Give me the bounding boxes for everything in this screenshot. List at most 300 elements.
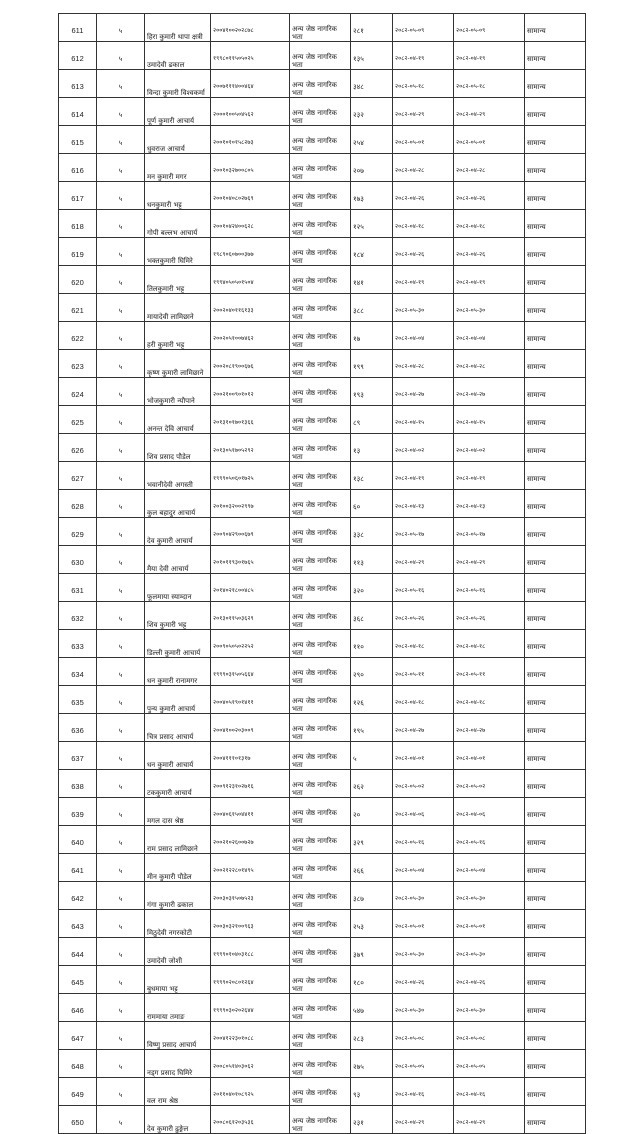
end-date-cell: २०८२-०४-१६ — [454, 1078, 525, 1106]
allowance-type-cell: अन्य जेष्ठ नागरिक भता — [290, 1106, 351, 1134]
ward-cell: ५ — [97, 854, 145, 882]
start-date-cell: २०८२-०४-१६ — [393, 1078, 454, 1106]
ward-cell: ५ — [97, 1022, 145, 1050]
start-date-cell: २०८२-०५-३० — [393, 994, 454, 1022]
amount-cell: १४१ — [351, 266, 393, 294]
allowance-type-cell: अन्य जेष्ठ नागरिक भता — [290, 658, 351, 686]
id-number-cell: २००४०६१५०४४११ — [211, 798, 290, 826]
table-row — [59, 70, 586, 98]
end-date-cell: २०८२-०५-१८ — [454, 70, 525, 98]
start-date-cell: २०८२-०५-०१ — [393, 910, 454, 938]
start-date-cell: २०८२-०४-१८ — [393, 210, 454, 238]
category-cell: सामान्य — [525, 994, 586, 1022]
category-cell: सामान्य — [525, 1078, 586, 1106]
amount-cell: २८१ — [351, 14, 393, 42]
name-cell: गंगा कुमारी ढकाल — [145, 882, 211, 910]
table-row — [59, 14, 586, 42]
table-row — [59, 1078, 586, 1106]
end-date-cell: २०८२-०५-१७ — [454, 518, 525, 546]
ward-cell: ५ — [97, 98, 145, 126]
id-number-cell: २००४०५१९०१४११ — [211, 686, 290, 714]
category-cell: सामान्य — [525, 98, 586, 126]
serial-number-cell: 627 — [59, 462, 97, 490]
table-row — [59, 518, 586, 546]
name-cell: भोजकुमारी न्यौपाने — [145, 378, 211, 406]
ward-cell: ५ — [97, 518, 145, 546]
start-date-cell: २०८२-०५-२६ — [393, 602, 454, 630]
allowance-type-cell: अन्य जेष्ठ नागरिक भता — [290, 854, 351, 882]
allowance-type-cell: अन्य जेष्ठ नागरिक भता — [290, 770, 351, 798]
allowance-type-cell: अन्य जेष्ठ नागरिक भता — [290, 434, 351, 462]
category-cell: सामान्य — [525, 630, 586, 658]
table-row — [59, 574, 586, 602]
start-date-cell: २०८२-०५-०१ — [393, 126, 454, 154]
start-date-cell: २०८२-०४-१३ — [393, 490, 454, 518]
name-cell: पुन्य कुमारी आचार्य — [145, 686, 211, 714]
id-number-cell: २००२०४०११६१३३ — [211, 294, 290, 322]
start-date-cell: २०८२-०५-३० — [393, 882, 454, 910]
ward-cell: ५ — [97, 1106, 145, 1134]
ward-cell: ५ — [97, 238, 145, 266]
serial-number-cell: 650 — [59, 1106, 97, 1134]
name-cell: देव कुमारी आचार्य — [145, 518, 211, 546]
ward-cell: ५ — [97, 1078, 145, 1106]
id-number-cell: १९९९०३१५०५६६४ — [211, 658, 290, 686]
amount-cell: ३२९ — [351, 826, 393, 854]
name-cell: धनकुमारी भट्ट — [145, 182, 211, 210]
table-row — [59, 826, 586, 854]
allowance-type-cell: अन्य जेष्ठ नागरिक भता — [290, 546, 351, 574]
ward-cell: ५ — [97, 490, 145, 518]
allowance-type-cell: अन्य जेष्ठ नागरिक भता — [290, 1022, 351, 1050]
amount-cell: ३२० — [351, 574, 393, 602]
start-date-cell: २०८२-०४-२९ — [393, 546, 454, 574]
table-row — [59, 462, 586, 490]
serial-number-cell: 628 — [59, 490, 97, 518]
table-row — [59, 770, 586, 798]
ward-cell: ५ — [97, 210, 145, 238]
name-cell: कुल बहादुर आचार्य — [145, 490, 211, 518]
end-date-cell: २०८२-०५-१६ — [454, 574, 525, 602]
start-date-cell: २०८२-०४-२८ — [393, 154, 454, 182]
allowance-type-cell: अन्य जेष्ठ नागरिक भता — [290, 686, 351, 714]
name-cell: भवानीदेवी अगस्ती — [145, 462, 211, 490]
start-date-cell: २०८२-०४-१८ — [393, 686, 454, 714]
category-cell: सामान्य — [525, 882, 586, 910]
category-cell: सामान्य — [525, 518, 586, 546]
end-date-cell: २०८२-०५-३० — [454, 882, 525, 910]
amount-cell: १९५ — [351, 714, 393, 742]
table-row — [59, 294, 586, 322]
id-number-cell: २००२१२२८०१४९५ — [211, 854, 290, 882]
serial-number-cell: 630 — [59, 546, 97, 574]
serial-number-cell: 624 — [59, 378, 97, 406]
allowance-type-cell: अन्य जेष्ठ नागरिक भता — [290, 966, 351, 994]
id-number-cell: १९९४०५०५०१५०४ — [211, 266, 290, 294]
table-row — [59, 210, 586, 238]
serial-number-cell: 615 — [59, 126, 97, 154]
end-date-cell: २०८२-०५-२६ — [454, 602, 525, 630]
allowance-type-cell: अन्य जेष्ठ नागरिक भता — [290, 350, 351, 378]
allowance-type-cell: अन्य जेष्ठ नागरिक भता — [290, 210, 351, 238]
serial-number-cell: 629 — [59, 518, 97, 546]
category-cell: सामान्य — [525, 798, 586, 826]
category-cell: सामान्य — [525, 686, 586, 714]
serial-number-cell: 616 — [59, 154, 97, 182]
amount-cell: १९९ — [351, 350, 393, 378]
table-row — [59, 602, 586, 630]
amount-cell: २३१ — [351, 1106, 393, 1134]
serial-number-cell: 634 — [59, 658, 97, 686]
id-number-cell: १९९९०२०८०१२६४ — [211, 966, 290, 994]
amount-cell: १८० — [351, 966, 393, 994]
end-date-cell: २०८२-०४-१९ — [454, 266, 525, 294]
serial-number-cell: 638 — [59, 770, 97, 798]
amount-cell: २८३ — [351, 1022, 393, 1050]
beneficiary-table — [58, 13, 586, 1134]
category-cell: सामान्य — [525, 210, 586, 238]
serial-number-cell: 642 — [59, 882, 97, 910]
start-date-cell: २०८२-०५-१७ — [393, 518, 454, 546]
end-date-cell: २०८२-०४-२७ — [454, 378, 525, 406]
serial-number-cell: 648 — [59, 1050, 97, 1078]
name-cell: फूलमाया स्याम्दान — [145, 574, 211, 602]
amount-cell: २७५ — [351, 1050, 393, 1078]
category-cell: सामान्य — [525, 1106, 586, 1134]
ward-cell: ५ — [97, 770, 145, 798]
name-cell: मिठुदेवी नगरकोटी — [145, 910, 211, 938]
end-date-cell: २०८२-०४-०२ — [454, 434, 525, 462]
id-number-cell: २००१०३२७००८०५ — [211, 154, 290, 182]
serial-number-cell: 625 — [59, 406, 97, 434]
allowance-type-cell: अन्य जेष्ठ नागरिक भता — [290, 266, 351, 294]
category-cell: सामान्य — [525, 182, 586, 210]
start-date-cell: २०८२-०५-०८ — [393, 1022, 454, 1050]
name-cell: डिल्ली कुमारी आचार्य — [145, 630, 211, 658]
allowance-type-cell: अन्य जेष्ठ नागरिक भता — [290, 182, 351, 210]
category-cell: सामान्य — [525, 770, 586, 798]
end-date-cell: २०८२-०५-०५ — [454, 1050, 525, 1078]
category-cell: सामान्य — [525, 490, 586, 518]
category-cell: सामान्य — [525, 70, 586, 98]
serial-number-cell: 617 — [59, 182, 97, 210]
id-number-cell: २००८०५१४०३०६२ — [211, 1050, 290, 1078]
serial-number-cell: 626 — [59, 434, 97, 462]
name-cell: वल राम श्रेष्ठ — [145, 1078, 211, 1106]
table-row — [59, 938, 586, 966]
start-date-cell: २०८२-०४-०६ — [393, 798, 454, 826]
allowance-type-cell: अन्य जेष्ठ नागरिक भता — [290, 1078, 351, 1106]
amount-cell: २६२ — [351, 770, 393, 798]
id-number-cell: २००४१११०१३१७ — [211, 742, 290, 770]
ward-cell: ५ — [97, 602, 145, 630]
table-row — [59, 238, 586, 266]
ward-cell: ५ — [97, 742, 145, 770]
amount-cell: १८४ — [351, 238, 393, 266]
serial-number-cell: 643 — [59, 910, 97, 938]
start-date-cell: २०८२-०५-०९ — [393, 14, 454, 42]
start-date-cell: २०८२-०४-२९ — [393, 98, 454, 126]
allowance-type-cell: अन्य जेष्ठ नागरिक भता — [290, 14, 351, 42]
allowance-type-cell: अन्य जेष्ठ नागरिक भता — [290, 574, 351, 602]
name-cell: मगल दास श्रेष्ठ — [145, 798, 211, 826]
amount-cell: २५३ — [351, 910, 393, 938]
ward-cell: ५ — [97, 574, 145, 602]
id-number-cell: २००३०३१५०७५२३ — [211, 882, 290, 910]
id-number-cell: २००९०५०५०२२५२ — [211, 630, 290, 658]
end-date-cell: २०८२-०५-१६ — [454, 826, 525, 854]
id-number-cell: २००४१००२०३००९ — [211, 714, 290, 742]
category-cell: सामान्य — [525, 14, 586, 42]
ward-cell: ५ — [97, 910, 145, 938]
end-date-cell: २०८२-०५-०८ — [454, 1022, 525, 1050]
table-row — [59, 434, 586, 462]
amount-cell: ५४७ — [351, 994, 393, 1022]
table-row — [59, 1022, 586, 1050]
ward-cell: ५ — [97, 826, 145, 854]
end-date-cell: २०८२-०४-२९ — [454, 1106, 525, 1134]
end-date-cell: २०८२-०५-०२ — [454, 770, 525, 798]
id-number-cell: २००२०८१९००६७६ — [211, 350, 290, 378]
serial-number-cell: 639 — [59, 798, 97, 826]
name-cell: गोपी बल्लभ आचार्य — [145, 210, 211, 238]
name-cell: धुवराज आचार्य — [145, 126, 211, 154]
allowance-type-cell: अन्य जेष्ठ नागरिक भता — [290, 42, 351, 70]
serial-number-cell: 619 — [59, 238, 97, 266]
category-cell: सामान्य — [525, 406, 586, 434]
ward-cell: ५ — [97, 798, 145, 826]
end-date-cell: २०८२-०५-०४ — [454, 854, 525, 882]
allowance-type-cell: अन्य जेष्ठ नागरिक भता — [290, 378, 351, 406]
id-number-cell: २०१००३२००२९९७ — [211, 490, 290, 518]
start-date-cell: २०८२-०४-२६ — [393, 238, 454, 266]
name-cell: नड्ग प्रसाद घिमिरे — [145, 1050, 211, 1078]
serial-number-cell: 640 — [59, 826, 97, 854]
id-number-cell: २००३०३२१००९६३ — [211, 910, 290, 938]
name-cell: चित्र प्रसाद आचार्य — [145, 714, 211, 742]
end-date-cell: २०८२-०४-१८ — [454, 630, 525, 658]
end-date-cell: २०८२-०४-२८ — [454, 350, 525, 378]
allowance-type-cell: अन्य जेष्ठ नागरिक भता — [290, 98, 351, 126]
end-date-cell: २०८२-०४-०६ — [454, 798, 525, 826]
amount-cell: २३२ — [351, 98, 393, 126]
serial-number-cell: 635 — [59, 686, 97, 714]
table-row — [59, 966, 586, 994]
amount-cell: ९३ — [351, 1078, 393, 1106]
end-date-cell: २०८२-०४-२८ — [454, 154, 525, 182]
ward-cell: ५ — [97, 882, 145, 910]
end-date-cell: २०८२-०४-२९ — [454, 98, 525, 126]
amount-cell: १२६ — [351, 686, 393, 714]
id-number-cell: २०००१००५०४५६२ — [211, 98, 290, 126]
ward-cell: ५ — [97, 182, 145, 210]
start-date-cell: २०८२-०४-२८ — [393, 350, 454, 378]
allowance-type-cell: अन्य जेष्ठ नागरिक भता — [290, 826, 351, 854]
end-date-cell: २०८२-०४-१८ — [454, 686, 525, 714]
amount-cell: ३८७ — [351, 882, 393, 910]
id-number-cell: २००९०४२९००६७९ — [211, 518, 290, 546]
allowance-type-cell: अन्य जेष्ठ नागरिक भता — [290, 238, 351, 266]
name-cell: धन कुमारी आचार्य — [145, 742, 211, 770]
allowance-type-cell: अन्य जेष्ठ नागरिक भता — [290, 910, 351, 938]
table-row — [59, 742, 586, 770]
name-cell: मीन कुमारी पौडेल — [145, 854, 211, 882]
table-row — [59, 854, 586, 882]
ward-cell: ५ — [97, 966, 145, 994]
category-cell: सामान्य — [525, 322, 586, 350]
ward-cell: ५ — [97, 1050, 145, 1078]
category-cell: सामान्य — [525, 462, 586, 490]
amount-cell: १३ — [351, 434, 393, 462]
end-date-cell: २०८२-०५-३० — [454, 938, 525, 966]
serial-number-cell: 621 — [59, 294, 97, 322]
table-row — [59, 1050, 586, 1078]
start-date-cell: २०८२-०४-२६ — [393, 182, 454, 210]
amount-cell: ११० — [351, 630, 393, 658]
name-cell: देव कुमारी ढुङ्गेल — [145, 1106, 211, 1134]
allowance-type-cell: अन्य जेष्ठ नागरिक भता — [290, 1050, 351, 1078]
name-cell: मायादेवी लामिछाने — [145, 294, 211, 322]
amount-cell: २५४ — [351, 126, 393, 154]
category-cell: सामान्य — [525, 826, 586, 854]
name-cell: राममाया तमाङ — [145, 994, 211, 1022]
serial-number-cell: 637 — [59, 742, 97, 770]
amount-cell: ५ — [351, 742, 393, 770]
amount-cell: ११३ — [351, 546, 393, 574]
id-number-cell: २००७१११४००४६४ — [211, 70, 290, 98]
name-cell: कृष्ण कुमारी लामिछाने — [145, 350, 211, 378]
serial-number-cell: 614 — [59, 98, 97, 126]
start-date-cell: २०८२-०४-१५ — [393, 406, 454, 434]
table-row — [59, 490, 586, 518]
name-cell: राम प्रसाद लामिछाने — [145, 826, 211, 854]
end-date-cell: २०८२-०४-०४ — [454, 322, 525, 350]
category-cell: सामान्य — [525, 238, 586, 266]
amount-cell: ३४८ — [351, 70, 393, 98]
ward-cell: ५ — [97, 14, 145, 42]
id-number-cell: १९९८०११५०५०२५ — [211, 42, 290, 70]
category-cell: सामान्य — [525, 546, 586, 574]
serial-number-cell: 636 — [59, 714, 97, 742]
allowance-type-cell: अन्य जेष्ठ नागरिक भता — [290, 154, 351, 182]
serial-number-cell: 631 — [59, 574, 97, 602]
amount-cell: १७ — [351, 322, 393, 350]
allowance-type-cell: अन्य जेष्ठ नागरिक भता — [290, 798, 351, 826]
id-number-cell: २०१४०२१८००४८५ — [211, 574, 290, 602]
ward-cell: ५ — [97, 406, 145, 434]
start-date-cell: २०८२-०४-०२ — [393, 434, 454, 462]
amount-cell: १२५ — [351, 210, 393, 238]
amount-cell: २९० — [351, 658, 393, 686]
name-cell: विष्णु प्रसाद आचार्य — [145, 1022, 211, 1050]
end-date-cell: २०८२-०४-१३ — [454, 490, 525, 518]
table-row — [59, 882, 586, 910]
ward-cell: ५ — [97, 42, 145, 70]
category-cell: सामान्य — [525, 126, 586, 154]
table-row — [59, 1106, 586, 1134]
table-row — [59, 714, 586, 742]
ward-cell: ५ — [97, 546, 145, 574]
allowance-type-cell: अन्य जेष्ठ नागरिक भता — [290, 490, 351, 518]
table-row — [59, 378, 586, 406]
end-date-cell: २०८२-०४-२६ — [454, 966, 525, 994]
table-row — [59, 98, 586, 126]
serial-number-cell: 611 — [59, 14, 97, 42]
start-date-cell: २०८२-०४-२९ — [393, 1106, 454, 1134]
id-number-cell: २००४१००२०२८७८ — [211, 14, 290, 42]
category-cell: सामान्य — [525, 294, 586, 322]
ward-cell: ५ — [97, 630, 145, 658]
category-cell: सामान्य — [525, 378, 586, 406]
start-date-cell: २०८२-०४-१९ — [393, 266, 454, 294]
category-cell: सामान्य — [525, 574, 586, 602]
ward-cell: ५ — [97, 434, 145, 462]
id-number-cell: २०११०४०१०८९२५ — [211, 1078, 290, 1106]
category-cell: सामान्य — [525, 1022, 586, 1050]
ward-cell: ५ — [97, 70, 145, 98]
category-cell: सामान्य — [525, 154, 586, 182]
serial-number-cell: 620 — [59, 266, 97, 294]
end-date-cell: २०८२-०५-०९ — [454, 14, 525, 42]
table-body — [59, 14, 586, 1134]
name-cell: मन कुमारी मगर — [145, 154, 211, 182]
serial-number-cell: 612 — [59, 42, 97, 70]
id-number-cell: २०१०११९३०१७६५ — [211, 546, 290, 574]
amount-cell: ३३८ — [351, 518, 393, 546]
ward-cell: ५ — [97, 294, 145, 322]
start-date-cell: २०८२-०४-०४ — [393, 322, 454, 350]
ward-cell: ५ — [97, 462, 145, 490]
start-date-cell: २०८२-०४-०१ — [393, 742, 454, 770]
table-row — [59, 630, 586, 658]
table-row — [59, 266, 586, 294]
id-number-cell: २००८०६१२०३५३६ — [211, 1106, 290, 1134]
amount-cell: ८९ — [351, 406, 393, 434]
amount-cell: ६० — [351, 490, 393, 518]
name-cell: भक्तकुमारी घिमिरे — [145, 238, 211, 266]
allowance-type-cell: अन्य जेष्ठ नागरिक भता — [290, 742, 351, 770]
start-date-cell: २०८२-०४-२७ — [393, 714, 454, 742]
id-number-cell: १९९९०१०४०३१८८ — [211, 938, 290, 966]
id-number-cell: २००४१२२३०१०८८ — [211, 1022, 290, 1050]
name-cell: तिलकुमारी भट्ट — [145, 266, 211, 294]
name-cell: उमादेवी ढकाल — [145, 42, 211, 70]
end-date-cell: २०८२-०५-११ — [454, 658, 525, 686]
amount-cell: १३८ — [351, 462, 393, 490]
amount-cell: २०७ — [351, 154, 393, 182]
table-row — [59, 42, 586, 70]
allowance-type-cell: अन्य जेष्ठ नागरिक भता — [290, 518, 351, 546]
allowance-type-cell: अन्य जेष्ठ नागरिक भता — [290, 994, 351, 1022]
id-number-cell: २००१०१०१५८२७३ — [211, 126, 290, 154]
id-number-cell: २०१३०११५०३६२९ — [211, 602, 290, 630]
amount-cell: १७३ — [351, 182, 393, 210]
allowance-type-cell: अन्य जेष्ठ नागरिक भता — [290, 602, 351, 630]
start-date-cell: २०८२-०५-१६ — [393, 574, 454, 602]
allowance-type-cell: अन्य जेष्ठ नागरिक भता — [290, 462, 351, 490]
category-cell: सामान्य — [525, 714, 586, 742]
amount-cell: ३६८ — [351, 602, 393, 630]
table-row — [59, 406, 586, 434]
amount-cell: ३७९ — [351, 938, 393, 966]
serial-number-cell: 623 — [59, 350, 97, 378]
start-date-cell: २०८२-०५-३० — [393, 938, 454, 966]
name-cell: पूर्ण कुमारी आचार्य — [145, 98, 211, 126]
allowance-type-cell: अन्य जेष्ठ नागरिक भता — [290, 406, 351, 434]
ward-cell: ५ — [97, 994, 145, 1022]
start-date-cell: २०८२-०४-२७ — [393, 378, 454, 406]
id-number-cell: २००१०४०८०२७६९ — [211, 182, 290, 210]
